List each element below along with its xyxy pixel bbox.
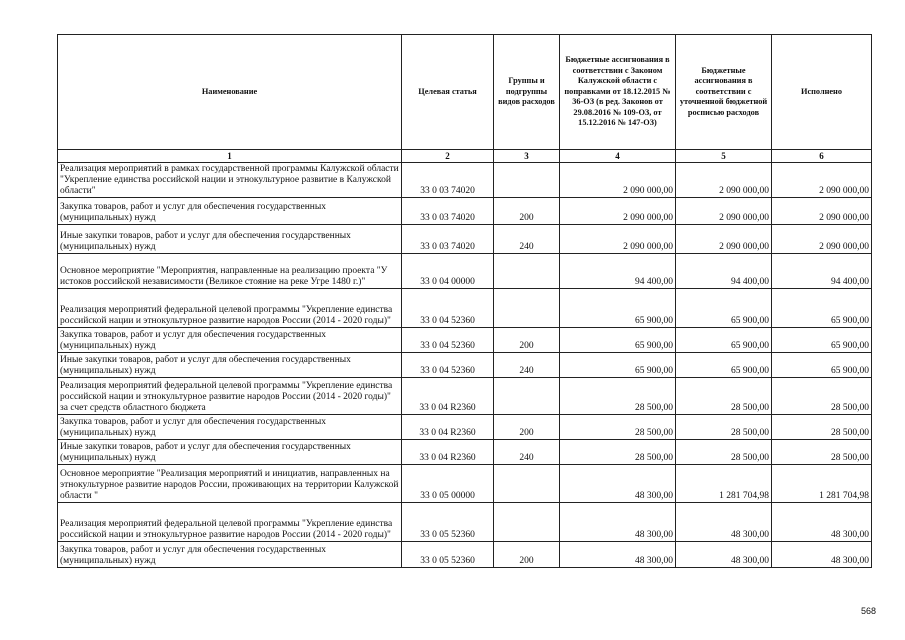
row-expense-group: 200 xyxy=(494,328,560,353)
row-target-article: 33 0 04 R2360 xyxy=(402,440,494,465)
col-header-expense-groups: Группы и подгруппы видов расходов xyxy=(494,35,560,150)
table-row xyxy=(58,378,872,415)
row-executed-amount: 28 500,00 xyxy=(772,415,872,440)
row-roster-amount: 65 900,00 xyxy=(676,353,772,378)
row-name: Закупка товаров, работ и услуг для обеспечения государственных (муниципальных) нужд xyxy=(58,328,402,353)
row-law-amount: 2 090 000,00 xyxy=(560,163,676,198)
row-target-article: 33 0 04 52360 xyxy=(402,353,494,378)
col-header-law-allocations: Бюджетные ассигнования в соответствии с Законом Калужской области с поправками от 18.12.2015 № 36-ОЗ (в ред. Законов от 29.08.2016 № 109-ОЗ, от 15.12.2016 № 147-ОЗ) xyxy=(560,35,676,150)
budget-execution-table xyxy=(57,34,872,568)
row-law-amount: 28 500,00 xyxy=(560,440,676,465)
row-law-amount: 48 300,00 xyxy=(560,542,676,568)
row-law-amount: 2 090 000,00 xyxy=(560,198,676,225)
header-row xyxy=(58,35,872,150)
row-target-article: 33 0 04 52360 xyxy=(402,328,494,353)
row-expense-group xyxy=(494,254,560,289)
row-expense-group xyxy=(494,465,560,503)
row-roster-amount: 48 300,00 xyxy=(676,542,772,568)
table-row xyxy=(58,503,872,542)
table-row xyxy=(58,415,872,440)
row-roster-amount: 65 900,00 xyxy=(676,328,772,353)
row-expense-group xyxy=(494,289,560,328)
col-header-roster-allocations: Бюджетные ассигнования в соответствии с уточненной бюджетной росписью расходов xyxy=(676,35,772,150)
column-numbers-row xyxy=(58,150,872,163)
row-target-article: 33 0 04 52360 xyxy=(402,289,494,328)
row-executed-amount: 2 090 000,00 xyxy=(772,225,872,254)
row-roster-amount: 2 090 000,00 xyxy=(676,198,772,225)
col-number: 5 xyxy=(676,150,772,163)
row-name: Закупка товаров, работ и услуг для обеспечения государственных (муниципальных) нужд xyxy=(58,542,402,568)
row-roster-amount: 48 300,00 xyxy=(676,503,772,542)
col-number: 4 xyxy=(560,150,676,163)
col-header-target-article: Целевая статья xyxy=(402,35,494,150)
row-roster-amount: 94 400,00 xyxy=(676,254,772,289)
table-row xyxy=(58,440,872,465)
row-expense-group xyxy=(494,378,560,415)
row-executed-amount: 65 900,00 xyxy=(772,328,872,353)
row-expense-group: 240 xyxy=(494,353,560,378)
table-row xyxy=(58,353,872,378)
row-name: Реализация мероприятий федеральной целевой программы "Укрепление единства российской нации и этнокультурное развитие народов России (2014 - 2020 годы)" за счет средств областного бюджета xyxy=(58,378,402,415)
row-target-article: 33 0 04 R2360 xyxy=(402,378,494,415)
col-number: 6 xyxy=(772,150,872,163)
table-row xyxy=(58,328,872,353)
row-executed-amount: 2 090 000,00 xyxy=(772,198,872,225)
row-name: Основное мероприятие "Реализация мероприятий и инициатив, направленных на этнокультурное развитие народов России, проживающих на территории Калужской области " xyxy=(58,465,402,503)
row-law-amount: 28 500,00 xyxy=(560,415,676,440)
col-number: 2 xyxy=(402,150,494,163)
row-target-article: 33 0 05 52360 xyxy=(402,542,494,568)
row-executed-amount: 28 500,00 xyxy=(772,378,872,415)
row-law-amount: 65 900,00 xyxy=(560,289,676,328)
row-executed-amount: 48 300,00 xyxy=(772,542,872,568)
row-executed-amount: 1 281 704,98 xyxy=(772,465,872,503)
table-row xyxy=(58,465,872,503)
row-target-article: 33 0 03 74020 xyxy=(402,225,494,254)
col-header-name: Наименование xyxy=(58,35,402,150)
table-row xyxy=(58,198,872,225)
row-roster-amount: 65 900,00 xyxy=(676,289,772,328)
row-expense-group: 200 xyxy=(494,542,560,568)
row-expense-group: 240 xyxy=(494,225,560,254)
row-name: Реализация мероприятий федеральной целевой программы "Укрепление единства российской нации и этнокультурное развитие народов России (2014 - 2020 годы)" xyxy=(58,289,402,328)
row-name: Закупка товаров, работ и услуг для обеспечения государственных (муниципальных) нужд xyxy=(58,415,402,440)
row-executed-amount: 28 500,00 xyxy=(772,440,872,465)
col-number: 3 xyxy=(494,150,560,163)
page-number: 568 xyxy=(861,606,877,616)
col-header-executed: Исполнено xyxy=(772,35,872,150)
row-target-article: 33 0 03 74020 xyxy=(402,198,494,225)
row-roster-amount: 28 500,00 xyxy=(676,415,772,440)
row-law-amount: 65 900,00 xyxy=(560,353,676,378)
row-target-article: 33 0 05 52360 xyxy=(402,503,494,542)
row-expense-group: 200 xyxy=(494,198,560,225)
row-executed-amount: 2 090 000,00 xyxy=(772,163,872,198)
table-row xyxy=(58,254,872,289)
row-executed-amount: 94 400,00 xyxy=(772,254,872,289)
row-law-amount: 65 900,00 xyxy=(560,328,676,353)
row-law-amount: 94 400,00 xyxy=(560,254,676,289)
row-target-article: 33 0 04 00000 xyxy=(402,254,494,289)
row-roster-amount: 2 090 000,00 xyxy=(676,163,772,198)
row-name: Основное мероприятие "Мероприятия, направленные на реализацию проекта "У истоков российской независимости (Великое стояние на реке Угре 1480 г.)" xyxy=(58,254,402,289)
row-law-amount: 48 300,00 xyxy=(560,465,676,503)
row-roster-amount: 1 281 704,98 xyxy=(676,465,772,503)
table-row xyxy=(58,289,872,328)
row-expense-group xyxy=(494,163,560,198)
row-law-amount: 48 300,00 xyxy=(560,503,676,542)
row-expense-group xyxy=(494,503,560,542)
row-roster-amount: 28 500,00 xyxy=(676,378,772,415)
row-name: Реализация мероприятий федеральной целевой программы "Укрепление единства российской нации и этнокультурное развитие народов России (2014 - 2020 годы)" xyxy=(58,503,402,542)
row-target-article: 33 0 03 74020 xyxy=(402,163,494,198)
row-executed-amount: 65 900,00 xyxy=(772,289,872,328)
table-row xyxy=(58,163,872,198)
row-executed-amount: 48 300,00 xyxy=(772,503,872,542)
row-name: Иные закупки товаров, работ и услуг для обеспечения государственных (муниципальных) нужд xyxy=(58,225,402,254)
row-target-article: 33 0 04 R2360 xyxy=(402,415,494,440)
row-target-article: 33 0 05 00000 xyxy=(402,465,494,503)
row-name: Иные закупки товаров, работ и услуг для обеспечения государственных (муниципальных) нужд xyxy=(58,440,402,465)
table-row xyxy=(58,542,872,568)
row-executed-amount: 65 900,00 xyxy=(772,353,872,378)
row-name: Закупка товаров, работ и услуг для обеспечения государственных (муниципальных) нужд xyxy=(58,198,402,225)
col-number: 1 xyxy=(58,150,402,163)
row-law-amount: 28 500,00 xyxy=(560,378,676,415)
row-expense-group: 240 xyxy=(494,440,560,465)
row-roster-amount: 2 090 000,00 xyxy=(676,225,772,254)
row-law-amount: 2 090 000,00 xyxy=(560,225,676,254)
row-name: Реализация мероприятий в рамках государственной программы Калужской области "Укрепление единства российской нации и этнокультурное развитие в Калужской области" xyxy=(58,163,402,198)
row-name: Иные закупки товаров, работ и услуг для обеспечения государственных (муниципальных) нужд xyxy=(58,353,402,378)
table-row xyxy=(58,225,872,254)
row-expense-group: 200 xyxy=(494,415,560,440)
row-roster-amount: 28 500,00 xyxy=(676,440,772,465)
